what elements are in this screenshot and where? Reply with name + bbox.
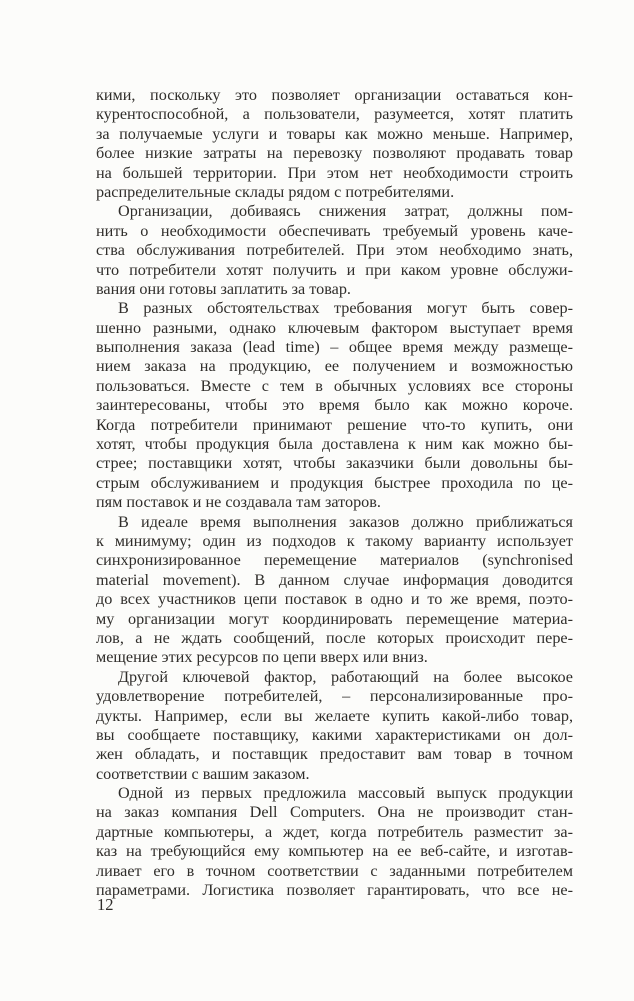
paragraph: [96, 86, 573, 202]
text-line: на заказ компания Dell Computers. Она не производит стан-: [96, 803, 573, 822]
text-line: что потребители хотят получить и при каком уровне обслужи-: [96, 260, 573, 279]
text-line: параметрами. Логистика позволяет гарантировать, что все не-: [96, 881, 573, 900]
text-line: пользоваться. Вместе с тем в обычных условиях все стороны: [96, 376, 573, 395]
text-line: вы сообщаете поставщику, какими характеристиками он дол-: [96, 725, 573, 744]
text-line: нием заказа на продукцию, ее получением и возможностью: [96, 357, 573, 376]
text-line: му организации могут координировать перемещение материа-: [96, 609, 573, 628]
text-line: Другой ключевой фактор, работающий на более высокое: [118, 667, 573, 686]
text-line: ливает его в точном соответствии с заданными потребителем: [96, 861, 573, 880]
page-text-block: [96, 86, 573, 900]
paragraph: [96, 784, 573, 900]
text-line: ства обслуживания потребителей. При этом необходимо знать,: [96, 241, 573, 260]
text-line: кими, поскольку это позволяет организации оставаться кон-: [96, 86, 573, 104]
text-line: вания они готовы заплатить за товар.: [96, 279, 351, 298]
text-line: жен обладать, и поставщик предоставит вам товар в точном: [96, 745, 573, 764]
text-line: дартные компьютеры, а ждет, когда потребитель разместит за-: [96, 822, 573, 841]
text-line: шенно разными, однако ключевым фактором выступает время: [96, 318, 573, 337]
text-line: хотят, чтобы продукция была доставлена к ним как можно бы-: [96, 435, 573, 454]
text-line: заинтересованы, чтобы это время было как можно короче.: [96, 396, 573, 415]
text-line: мещение этих ресурсов по цепи вверх или вниз.: [96, 648, 428, 667]
text-line: синхронизированное перемещение материалов (synchronised: [96, 551, 573, 570]
text-line: выполнения заказа (lead time) – общее время между размеще-: [96, 338, 573, 357]
text-line: лов, а не ждать сообщений, после которых происходит пере-: [96, 628, 573, 647]
text-line: до всех участников цепи поставок в одно и то же время, поэто-: [96, 590, 573, 609]
text-line: более низкие затраты на перевозку позволяют продавать товар: [96, 144, 573, 163]
text-line: Когда потребители принимают решение что-то купить, они: [96, 415, 573, 434]
text-line: курентоспособной, а пользователи, разумеется, хотят платить: [96, 105, 573, 124]
text-line: распределительные склады рядом с потребителями.: [96, 182, 455, 201]
paragraph: [96, 299, 573, 512]
text-line: Организации, добиваясь снижения затрат, должны пом-: [118, 202, 573, 221]
text-line: material movement). В данном случае информация доводится: [96, 570, 573, 589]
text-line: нить о необходимости обеспечивать требуемый уровень каче-: [96, 221, 573, 240]
text-line: на большей территории. При этом нет необходимости строить: [96, 163, 573, 182]
paragraph: [96, 202, 573, 299]
text-line: к минимуму; один из подходов к такому варианту использует: [96, 531, 573, 550]
text-line: каз на требующийся ему компьютер на ее веб-сайте, и изготав-: [96, 842, 573, 861]
text-line: пям поставок и не создавала там заторов.: [96, 493, 381, 512]
text-line: соответствии с вашим заказом.: [96, 764, 310, 783]
text-line: за получаемые услуги и товары как можно меньше. Например,: [96, 124, 573, 143]
paragraph: [96, 668, 573, 784]
text-line: стрым обслуживанием и продукция быстрее проходила по це-: [96, 473, 573, 492]
paragraph: [96, 513, 573, 668]
text-line: В разных обстоятельствах требования могут быть совер-: [118, 299, 573, 318]
text-line: В идеале время выполнения заказов должно приближаться: [118, 512, 573, 531]
text-line: удовлетворение потребителей, – персонализированные про-: [96, 687, 573, 706]
text-line: дукты. Например, если вы желаете купить какой-либо товар,: [96, 706, 573, 725]
page-number: 12: [97, 895, 114, 914]
text-line: Одной из первых предложила массовый выпуск продукции: [118, 784, 573, 803]
text-line: стрее; поставщики хотят, чтобы заказчики были довольны бы-: [96, 454, 573, 473]
